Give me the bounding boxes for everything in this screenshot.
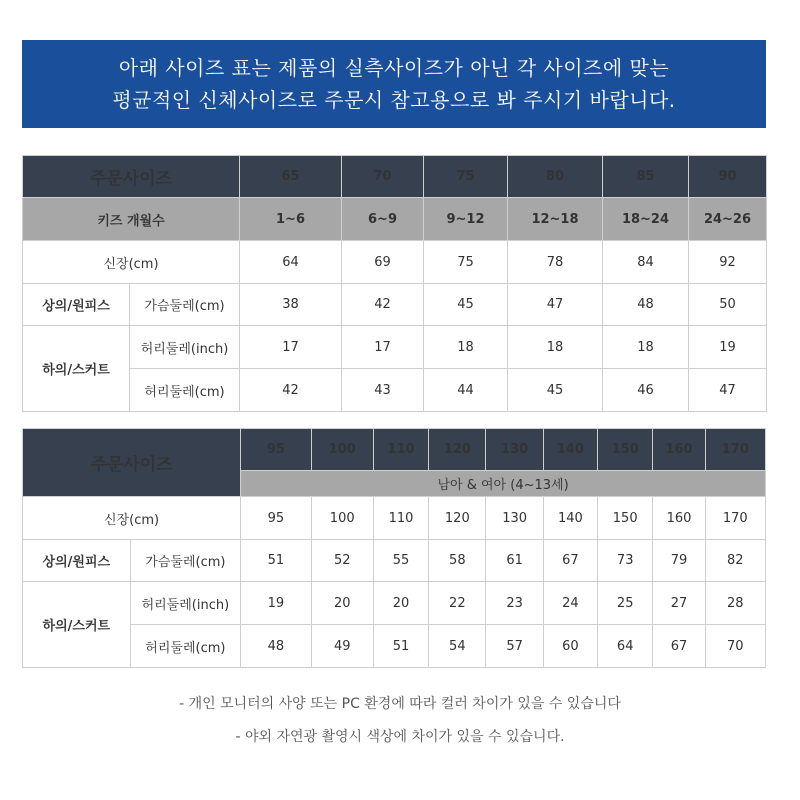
waist-inch-cell: 22 xyxy=(429,582,486,625)
height-cell: 95 xyxy=(241,497,311,540)
waist-cm-cell: 67 xyxy=(653,625,705,668)
waist-inch-cell: 27 xyxy=(653,582,705,625)
order-size-row xyxy=(23,429,766,471)
height-label: 신장(cm) xyxy=(23,241,240,284)
months-cell: 1~6 xyxy=(240,198,342,241)
waist-inch-cell: 19 xyxy=(689,326,767,369)
waist-inch-cell: 25 xyxy=(598,582,653,625)
waist-inch-cell: 18 xyxy=(424,326,508,369)
chest-cell: 50 xyxy=(689,284,767,326)
size-cell: 130 xyxy=(486,429,543,471)
chest-cell: 73 xyxy=(598,540,653,582)
waist-cm-cell: 43 xyxy=(342,369,424,412)
height-label: 신장(cm) xyxy=(23,497,241,540)
chest-cell: 58 xyxy=(429,540,486,582)
waist-cm-cell: 46 xyxy=(603,369,689,412)
height-cell: 160 xyxy=(653,497,705,540)
waist-cm-cell: 44 xyxy=(424,369,508,412)
footnote-monitor: - 개인 모니터의 사양 또는 PC 환경에 따라 컬러 차이가 있을 수 있습니다 xyxy=(179,696,621,712)
size-cell: 90 xyxy=(689,156,767,198)
size-cell: 85 xyxy=(603,156,689,198)
infant-size-table xyxy=(22,155,767,412)
chest-cell: 61 xyxy=(486,540,543,582)
size-cell: 70 xyxy=(342,156,424,198)
waist-inch-cell: 18 xyxy=(508,326,603,369)
size-cell: 160 xyxy=(653,429,705,471)
chest-cell: 79 xyxy=(653,540,705,582)
height-cell: 100 xyxy=(311,497,373,540)
size-cell: 80 xyxy=(508,156,603,198)
banner-line-1: 아래 사이즈 표는 제품의 실측사이즈가 아닌 각 사이즈에 맞는 xyxy=(118,56,670,80)
size-cell: 65 xyxy=(240,156,342,198)
top-dress-group-label: 상의/원피스 xyxy=(23,284,130,326)
notice-banner xyxy=(22,40,766,128)
height-cell: 170 xyxy=(705,497,765,540)
chest-cell: 51 xyxy=(241,540,311,582)
height-cell: 110 xyxy=(373,497,428,540)
bottom-skirt-group-label: 하의/스커트 xyxy=(23,582,131,668)
waist-inch-cell: 28 xyxy=(705,582,765,625)
waist-inch-label: 허리둘레(inch) xyxy=(130,582,241,625)
chest-cell: 82 xyxy=(705,540,765,582)
height-cell: 120 xyxy=(429,497,486,540)
waist-cm-row xyxy=(23,625,766,668)
waist-inch-cell: 24 xyxy=(543,582,597,625)
size-cell: 95 xyxy=(241,429,311,471)
waist-inch-label: 허리둘레(inch) xyxy=(130,326,240,369)
waist-inch-cell: 18 xyxy=(603,326,689,369)
waist-cm-cell: 57 xyxy=(486,625,543,668)
banner-line-2: 평균적인 신체사이즈로 주문시 참고용으로 봐 주시기 바랍니다. xyxy=(112,88,676,112)
footnote-outdoor-light: - 야외 자연광 촬영시 색상에 차이가 있을 수 있습니다. xyxy=(235,729,565,745)
months-cell: 6~9 xyxy=(342,198,424,241)
waist-inch-cell: 23 xyxy=(486,582,543,625)
chest-cell: 55 xyxy=(373,540,428,582)
height-cell: 78 xyxy=(508,241,603,284)
size-cell: 150 xyxy=(598,429,653,471)
kids-months-label: 키즈 개월수 xyxy=(23,198,240,241)
chest-cell: 67 xyxy=(543,540,597,582)
height-cell: 84 xyxy=(603,241,689,284)
chest-label: 가슴둘레(cm) xyxy=(130,284,240,326)
waist-cm-cell: 51 xyxy=(373,625,428,668)
chest-row xyxy=(23,540,766,582)
months-cell: 24~26 xyxy=(689,198,767,241)
height-cell: 69 xyxy=(342,241,424,284)
chest-cell: 48 xyxy=(603,284,689,326)
bottom-skirt-group-label: 하의/스커트 xyxy=(23,326,130,412)
waist-inch-cell: 17 xyxy=(342,326,424,369)
waist-inch-cell: 20 xyxy=(311,582,373,625)
height-cell: 64 xyxy=(240,241,342,284)
waist-inch-cell: 17 xyxy=(240,326,342,369)
size-cell: 170 xyxy=(705,429,765,471)
waist-inch-row xyxy=(23,326,767,369)
waist-cm-cell: 64 xyxy=(598,625,653,668)
footnotes xyxy=(0,688,800,754)
waist-cm-cell: 47 xyxy=(689,369,767,412)
waist-inch-row xyxy=(23,582,766,625)
chest-cell: 38 xyxy=(240,284,342,326)
chest-cell: 47 xyxy=(508,284,603,326)
waist-cm-label: 허리둘레(cm) xyxy=(130,369,240,412)
height-cell: 75 xyxy=(424,241,508,284)
height-row xyxy=(23,241,767,284)
months-cell: 12~18 xyxy=(508,198,603,241)
months-cell: 18~24 xyxy=(603,198,689,241)
waist-cm-cell: 45 xyxy=(508,369,603,412)
height-cell: 92 xyxy=(689,241,767,284)
waist-cm-cell: 70 xyxy=(705,625,765,668)
waist-cm-cell: 49 xyxy=(311,625,373,668)
size-cell: 140 xyxy=(543,429,597,471)
chest-cell: 42 xyxy=(342,284,424,326)
waist-cm-label: 허리둘레(cm) xyxy=(130,625,241,668)
size-cell: 75 xyxy=(424,156,508,198)
kids-months-row xyxy=(23,198,767,241)
waist-cm-row xyxy=(23,369,767,412)
waist-cm-cell: 42 xyxy=(240,369,342,412)
height-cell: 150 xyxy=(598,497,653,540)
age-band-label: 남아 & 여아 (4~13세) xyxy=(241,471,766,497)
waist-inch-cell: 19 xyxy=(241,582,311,625)
height-cell: 140 xyxy=(543,497,597,540)
chest-cell: 52 xyxy=(311,540,373,582)
kids-size-table xyxy=(22,428,766,668)
waist-inch-cell: 20 xyxy=(373,582,428,625)
waist-cm-cell: 60 xyxy=(543,625,597,668)
chest-label: 가슴둘레(cm) xyxy=(130,540,241,582)
waist-cm-cell: 54 xyxy=(429,625,486,668)
height-row xyxy=(23,497,766,540)
order-size-label: 주문사이즈 xyxy=(23,429,241,497)
chest-row xyxy=(23,284,767,326)
order-size-label: 주문사이즈 xyxy=(23,156,240,198)
size-cell: 100 xyxy=(311,429,373,471)
height-cell: 130 xyxy=(486,497,543,540)
chest-cell: 45 xyxy=(424,284,508,326)
top-dress-group-label: 상의/원피스 xyxy=(23,540,131,582)
months-cell: 9~12 xyxy=(424,198,508,241)
size-cell: 110 xyxy=(373,429,428,471)
waist-cm-cell: 48 xyxy=(241,625,311,668)
size-cell: 120 xyxy=(429,429,486,471)
order-size-row xyxy=(23,156,767,198)
